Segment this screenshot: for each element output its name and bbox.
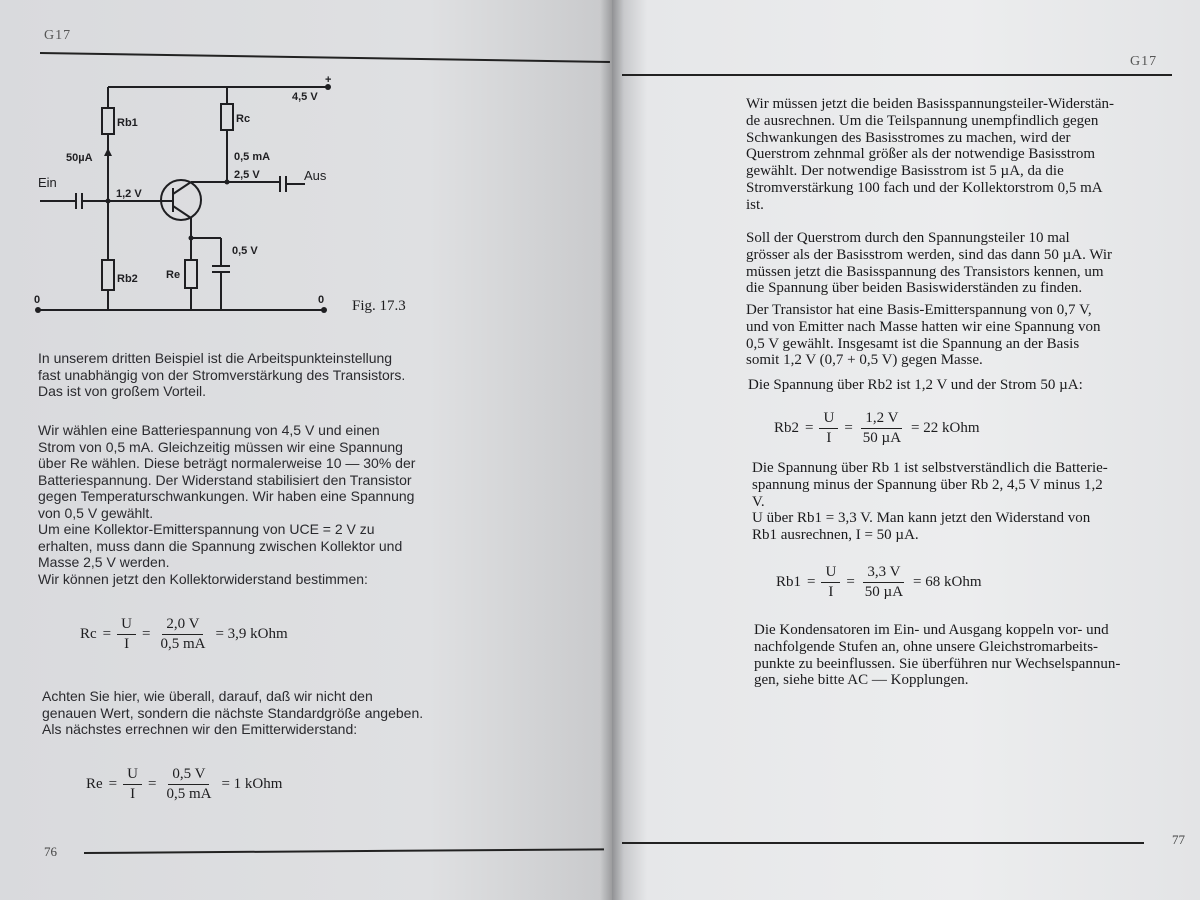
formula-re (86, 766, 282, 803)
formula-eq: = (807, 574, 816, 590)
text-line: nachfolgende Stufen an, ohne unsere Gleichstromarbeits- (754, 638, 1099, 655)
text-line: Soll der Querstrom durch den Spannungsteiler 10 mal (746, 230, 1070, 246)
book-gutter (600, 0, 624, 900)
text-line: Das ist von großem Vorteil. (38, 383, 207, 399)
text-line: spannung minus der Spannung über Rb 2, 4,5 V minus 1,2 (752, 476, 1103, 493)
base-current-label: 50µA (66, 152, 93, 164)
text-line: Batteriespannung. Der Widerstand stabilisiert den Transistor (38, 471, 412, 488)
collector-voltage-label: 2,5 V (234, 169, 260, 181)
text-line: punkte zu beeinflussen. Sie überführen nur Wechselspannun- (754, 655, 1121, 672)
text-line: Die Spannung über Rb 1 ist selbstverständlich die Batterie- (752, 460, 1108, 476)
text-line: Masse 2,5 V werden. (38, 554, 170, 570)
formula-eq: = (147, 776, 157, 792)
formula-ui-fraction: $\frac{U}{I}$ (821, 564, 840, 601)
text-line: Rb1 ausrechnen, I = 50 µA. (752, 527, 919, 544)
right-paragraph-3 (746, 302, 1170, 369)
formula-lhs: Rc (80, 626, 97, 642)
right-paragraph-4: Die Spannung über Rb2 ist 1,2 V und der Strom 50 µA: (748, 377, 1083, 393)
text-line: Die Kondensatoren im Ein- und Ausgang koppeln vor- und (754, 622, 1109, 638)
right-page (612, 0, 1200, 900)
formula-result: = 68 kOhm (913, 574, 982, 590)
text-line: Wir können jetzt den Kollektorwiderstand bestimmen: (38, 570, 368, 587)
text-line: gen, siehe bitte AC — Kopplungen. (754, 672, 969, 689)
text-line: 0,5 V gewählt. Insgesamt ist die Spannung an der Basis (746, 335, 1080, 352)
formula-rc (80, 616, 288, 653)
right-page-header: G17 (1130, 54, 1158, 69)
text-line: Wir müssen jetzt die beiden Basisspannungsteiler-Widerstän- (746, 96, 1114, 112)
text-line: V. (752, 493, 765, 510)
text-line: Schwankungen des Basisstromes zu machen, wird der (746, 129, 1071, 146)
circuit-diagram (30, 70, 350, 320)
formula-eq: = (846, 574, 855, 590)
formula-rb2 (774, 410, 980, 447)
formula-result: = 22 kOhm (911, 420, 980, 436)
formula-eq: = (844, 420, 853, 436)
re-label: Re (166, 269, 181, 281)
right-paragraph-5 (752, 460, 1172, 544)
text-line: de ausrechnen. Um die Teilspannung unempfindlich gegen (746, 112, 1099, 129)
formula-lhs: Rb2 (774, 420, 800, 436)
text-line: In unserem dritten Beispiel ist die Arbeitspunkteinstellung (38, 350, 393, 366)
formula-value-fraction: $\frac{0,5 V}{0,5 mA}$ (166, 766, 212, 802)
right-paragraph-1 (746, 96, 1170, 214)
collector-current-label: 0,5 mA (234, 151, 271, 163)
left-paragraph-1 (38, 350, 486, 400)
formula-rb1 (776, 564, 982, 601)
formula-lhs: Re (86, 776, 103, 792)
right-header-rule (622, 74, 1172, 76)
text-line: Wir wählen eine Batteriespannung von 4,5 V und einen (38, 422, 380, 438)
right-paragraph-6 (754, 622, 1172, 689)
text-line: Strom von 0,5 mA. Gleichzeitig müssen wir eine Spannung (38, 438, 403, 455)
formula-result: = 1 kOhm (221, 776, 283, 792)
text-line: fast unabhängig von der Stromverstärkung des Transistors. (38, 366, 406, 383)
formula-eq: = (141, 626, 151, 642)
left-page-number: 76 (44, 844, 57, 859)
ground-right-label: 0 (318, 294, 325, 306)
left-footer-rule (84, 848, 604, 854)
right-footer-rule (622, 842, 1144, 844)
rb2-label: Rb2 (117, 273, 138, 285)
formula-value-fraction: $\frac{2,0 V}{0,5 mA}$ (160, 616, 206, 652)
formula-result: = 3,9 kOhm (215, 626, 288, 642)
formula-eq: = (805, 420, 814, 436)
left-header-rule (40, 52, 610, 63)
text-line: ist. (746, 196, 764, 213)
text-line: über Re wählen. Diese beträgt normalerweise 10 — 30% der (38, 455, 416, 471)
supply-plus-label: + (325, 74, 332, 86)
text-line: grösser als der Basisstrom werden, sind das dann 50 µA. Wir (746, 246, 1113, 263)
re-resistor (185, 260, 197, 288)
left-paragraph-3 (42, 688, 490, 738)
left-page-header: G17 (44, 28, 72, 43)
text-line: müssen jetzt die Basisspannung des Transistors kennen, um (746, 263, 1104, 280)
ground-left-label: 0 (34, 294, 41, 306)
text-line: Als nächstes errechnen wir den Emitterwiderstand: (42, 721, 358, 737)
text-line: die Spannung über beiden Basiswiderständen zu finden. (746, 280, 1083, 297)
supply-voltage-label: 4,5 V (292, 91, 318, 103)
output-label: Aus (304, 168, 327, 183)
rb2-resistor (102, 260, 114, 290)
input-label: Ein (38, 175, 57, 190)
text-line: somit 1,2 V (0,7 + 0,5 V) gegen Masse. (746, 352, 983, 369)
text-line: und von Emitter nach Masse hatten wir eine Spannung von (746, 318, 1101, 335)
right-paragraph-2 (746, 230, 1170, 297)
text-line: gegen Temperaturschwankungen. Wir haben eine Spannung (38, 488, 415, 504)
text-line: Querstrom zehnmal größer als der notwendige Basisstrom (746, 146, 1096, 163)
formula-value-fraction: $\frac{1,2 V}{\text{50 µA}}$ (862, 410, 902, 446)
text-line: Stromverstärkung 100 fach und der Kollektorstrom 0,5 mA (746, 179, 1103, 196)
formula-ui-fraction: $\frac{U}{I}$ (117, 616, 136, 653)
rc-resistor (221, 104, 233, 130)
formula-eq: = (102, 626, 112, 642)
text-line: Achten Sie hier, wie überall, darauf, daß wir nicht den (42, 688, 373, 704)
figure-caption: Fig. 17.3 (352, 298, 406, 314)
formula-eq: = (108, 776, 118, 792)
text-line: U über Rb1 = 3,3 V. Man kann jetzt den Widerstand von (752, 510, 1091, 527)
formula-lhs: Rb1 (776, 574, 802, 590)
text-line: von 0,5 V gewählt. (38, 504, 154, 521)
right-page-number: 77 (1172, 832, 1185, 847)
text-line: Um eine Kollektor-Emitterspannung von UCE = 2 V zu (38, 521, 375, 537)
rb1-resistor (102, 108, 114, 134)
base-voltage-label: 1,2 V (116, 188, 142, 200)
text-line: gewählt. Der notwendige Basisstrom ist 5 µA, da die (746, 163, 1064, 180)
text-line: genauen Wert, sondern die nächste Standardgröße angeben. (42, 704, 424, 721)
text-line: erhalten, muss dann die Spannung zwischen Kollektor und (38, 537, 403, 554)
rb1-label: Rb1 (117, 117, 138, 129)
formula-value-fraction: $\frac{3,3 V}{\text{50 µA}}$ (864, 564, 904, 600)
formula-ui-fraction: $\frac{U}{I}$ (123, 766, 142, 803)
emitter-voltage-label: 0,5 V (232, 245, 258, 257)
left-paragraph-2 (38, 422, 486, 587)
rc-label: Rc (236, 113, 251, 125)
text-line: Der Transistor hat eine Basis-Emitterspannung von 0,7 V, (746, 302, 1092, 318)
formula-ui-fraction: $\frac{U}{I}$ (819, 410, 838, 447)
